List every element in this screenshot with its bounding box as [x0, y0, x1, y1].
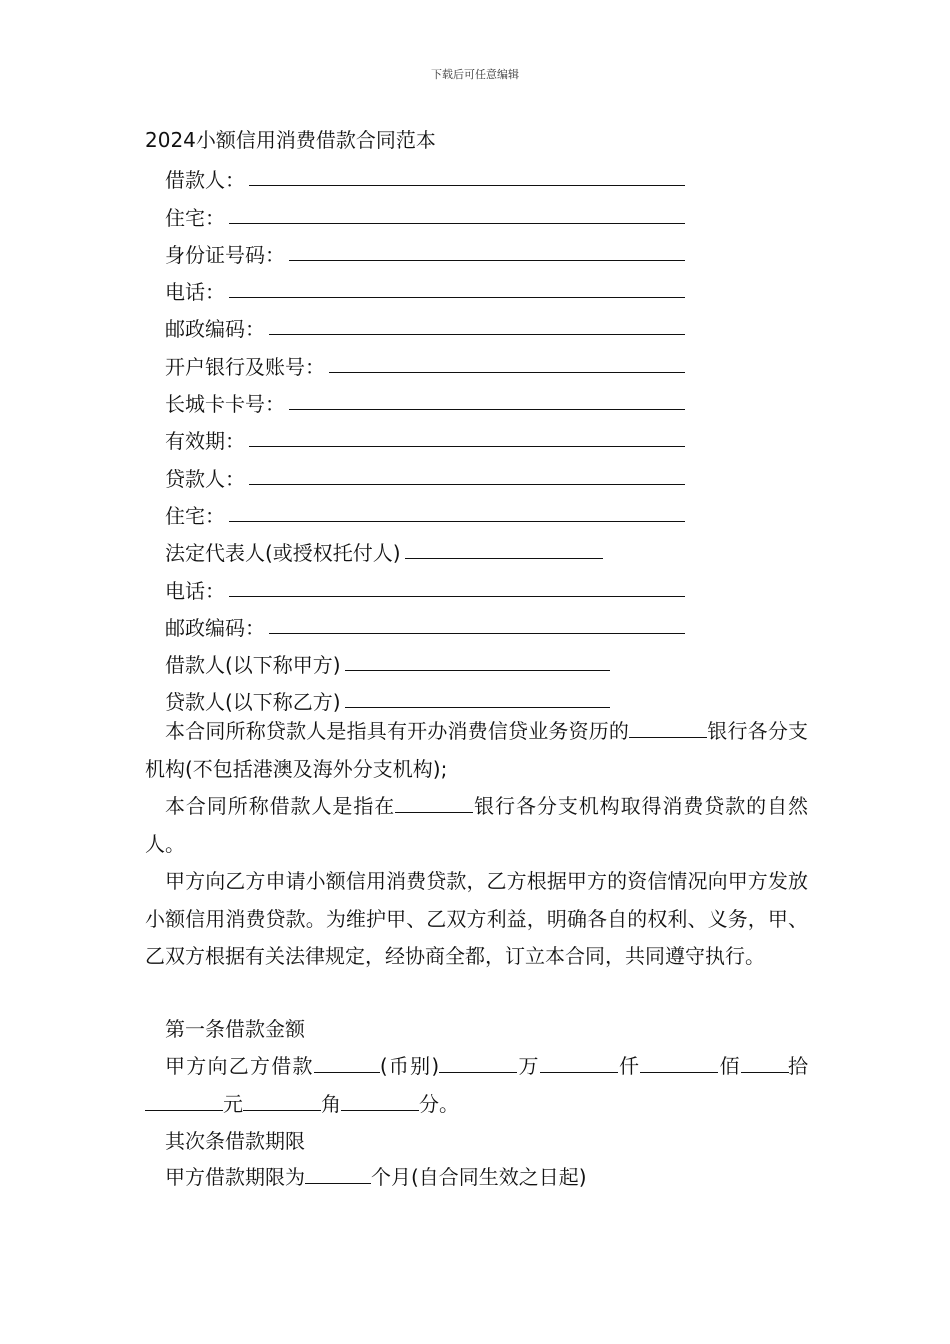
- paragraph-text: 万: [517, 1054, 540, 1078]
- field-label: 电话：: [165, 280, 225, 305]
- paragraph-agreement-purpose: 甲方向乙方申请小额信用消费贷款，乙方根据甲方的资信情况向甲方发放小额信用消费贷款。为维护甲、乙双方利益，明确各自的权利、义务，甲、乙双方根据有关法律规定，经协商全都，订立本合同，共同遵守执行。: [145, 869, 808, 968]
- fill-line: [229, 223, 685, 224]
- field-lender-postcode: [165, 604, 685, 641]
- paragraph-text: 甲方借款期限为: [165, 1165, 305, 1189]
- paragraph-text: 甲方向乙方借款: [165, 1054, 314, 1078]
- field-address: [165, 193, 685, 230]
- paragraph-text: 个月(自合同生效之日起): [371, 1165, 587, 1189]
- paragraph-text: 本合同所称借款人是指在: [165, 794, 396, 818]
- field-label: 电话：: [165, 578, 225, 603]
- paragraph-text: 仟: [617, 1054, 641, 1078]
- fill-blank: [341, 1109, 419, 1111]
- fill-line: [249, 484, 685, 485]
- field-party-b: [165, 678, 685, 715]
- field-bank-account: [165, 342, 685, 379]
- document-title: 2024小额信用消费借款合同范本: [145, 128, 436, 152]
- fill-blank: [145, 1109, 223, 1111]
- paragraph-text: (币别): [379, 1054, 440, 1078]
- field-lender-address: [165, 492, 685, 529]
- fill-line: [269, 334, 685, 335]
- section-heading-loan-term: 其次条借款期限: [165, 1129, 305, 1153]
- fill-blank: [540, 1071, 618, 1073]
- field-label: 住宅：: [165, 205, 225, 230]
- paragraph-text: 佰: [718, 1054, 741, 1078]
- fill-line: [249, 446, 685, 447]
- party-info-fields: [165, 156, 685, 715]
- paragraph-text: 银行各分支机构取得消费贷款的自然人。: [145, 794, 809, 856]
- fill-blank: [439, 1071, 517, 1073]
- field-lender: [165, 454, 685, 491]
- field-label: 长城卡卡号：: [165, 392, 285, 417]
- fill-blank: [769, 1071, 787, 1073]
- field-label: 住宅：: [165, 503, 225, 528]
- fill-line: [249, 185, 685, 186]
- field-label: 有效期：: [165, 429, 245, 454]
- fill-line: [289, 409, 685, 410]
- fill-blank: [314, 1071, 380, 1073]
- paragraph-loan-term: [145, 1159, 808, 1197]
- paragraph-text: 本合同所称贷款人是指具有开办消费信贷业务资历的: [165, 719, 630, 743]
- field-borrower: [165, 156, 685, 193]
- fill-blank: [395, 811, 473, 813]
- field-label: 邮政编码：: [165, 317, 265, 342]
- fill-blank: [305, 1182, 371, 1184]
- field-legal-rep: [165, 529, 685, 566]
- paragraph-text: 角: [321, 1091, 341, 1116]
- field-label: 法定代表人(或授权托付人): [165, 541, 401, 566]
- paragraph-text: 拾: [786, 1054, 809, 1078]
- fill-line: [289, 260, 685, 261]
- fill-blank: [629, 736, 707, 738]
- section-heading-loan-amount: 第一条借款金额: [165, 1017, 305, 1041]
- fill-line: [229, 297, 685, 298]
- paragraph-borrower-definition: [145, 788, 808, 863]
- field-label: 贷款人(以下称乙方): [165, 690, 341, 715]
- fill-line: [229, 596, 685, 597]
- fill-blank: [243, 1109, 321, 1111]
- field-card-number: [165, 380, 685, 417]
- field-phone: [165, 268, 685, 305]
- paragraph-text: 银行各分支机构(不包括港澳及海外分支机构);: [145, 719, 809, 781]
- fill-blank: [640, 1071, 718, 1073]
- field-label: 贷款人：: [165, 466, 245, 491]
- paragraph-loan-amount: [145, 1048, 808, 1123]
- page-header-note: 下载后可任意编辑: [431, 68, 519, 81]
- field-validity: [165, 417, 685, 454]
- fill-line: [345, 707, 610, 708]
- fill-line: [269, 633, 685, 634]
- field-party-a: [165, 641, 685, 678]
- field-id-number: [165, 231, 685, 268]
- field-lender-phone: [165, 566, 685, 603]
- field-label: 开户银行及账号：: [165, 354, 325, 379]
- field-label: 借款人(以下称甲方): [165, 653, 341, 678]
- fill-line: [405, 558, 603, 559]
- field-label: 身份证号码：: [165, 242, 285, 267]
- fill-line: [229, 521, 685, 522]
- fill-line: [329, 372, 685, 373]
- field-label: 借款人：: [165, 168, 245, 193]
- paragraph-text: 元: [223, 1091, 243, 1116]
- paragraph-lender-definition: [145, 713, 808, 788]
- field-postcode: [165, 305, 685, 342]
- field-label: 邮政编码：: [165, 615, 265, 640]
- paragraph-text: 分。: [419, 1091, 459, 1116]
- fill-line: [345, 670, 610, 671]
